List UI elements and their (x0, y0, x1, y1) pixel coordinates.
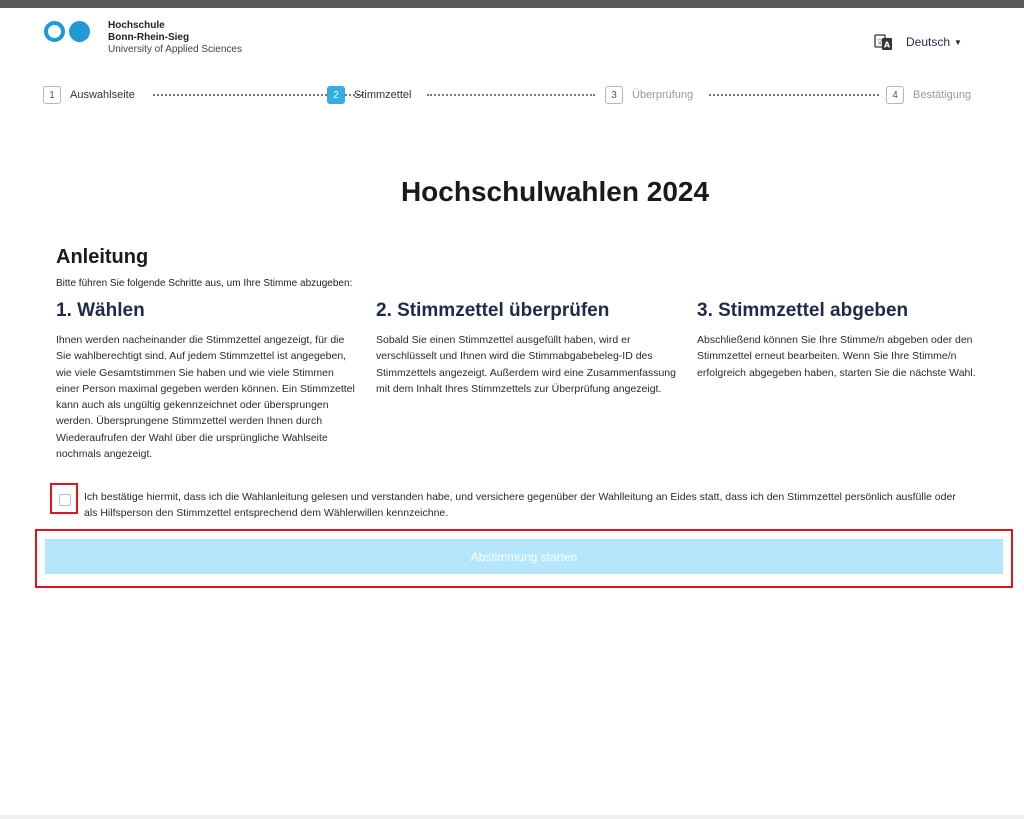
language-switcher[interactable] (874, 32, 962, 52)
logo-line-2: Bonn-Rhein-Sieg (108, 32, 190, 43)
step-number: 4 (886, 86, 904, 104)
step-ueberpruefung (605, 85, 693, 105)
logo-line-3: University of Applied Sciences (108, 44, 242, 55)
step-number: 3 (605, 86, 623, 104)
logo-text (108, 20, 242, 56)
step-label: Überprüfung (632, 89, 694, 101)
instruction-step-submit (697, 300, 997, 381)
instruction-step-text: Ihnen werden nacheinander die Stimmzettel angezeigt, für die Sie wahlberechtigt sind. Auf jedem Stimmzettel ist angegeben, wie viele Gesamtstimmen Sie haben und wie viele Stimmen einer Person maximal gegeben werden können. Ein Stimmzettel kann auch als ungültig gekennzeichnet oder übersprungen werden. Übersprungene Stimmzettel werden Ihnen durch Wiederaufrufen der Wahl über die ursprüngliche Wahlseite nochmals angezeigt. (56, 334, 355, 461)
logo-filled-circle (69, 21, 90, 42)
button-highlight (35, 529, 1013, 588)
translate-icon (874, 32, 894, 52)
logo-line-1: Hochschule (108, 20, 165, 31)
university-logo[interactable] (44, 20, 242, 56)
step-connector (709, 94, 879, 96)
site-header (0, 8, 1024, 74)
step-connector (427, 94, 595, 96)
logo-ring-circle (44, 21, 65, 42)
instructions-heading: Anleitung (56, 246, 149, 268)
instruction-step-heading: 2. Stimmzettel überprüfen (376, 300, 610, 321)
step-bestaetigung (886, 85, 971, 105)
svg-text:文: 文 (876, 38, 884, 46)
page-bottom-edge (0, 815, 1024, 819)
step-label: Stimmzettel (354, 89, 412, 101)
chevron-down-icon: ▼ (954, 37, 962, 47)
step-number: 1 (43, 86, 61, 104)
instruction-step-heading: 1. Wählen (56, 300, 145, 321)
progress-stepper (43, 85, 983, 105)
instruction-step-heading: 3. Stimmzettel abgeben (697, 300, 909, 321)
step-label: Bestätigung (913, 89, 972, 101)
step-auswahlseite[interactable] (43, 85, 135, 105)
page-title: Hochschulwahlen 2024 (400, 176, 710, 207)
instruction-step-text: Abschließend können Sie Ihre Stimme/n abgeben oder den Stimmzettel erneut bearbeiten. Wenn Sie Ihre Stimme/n erfolgreich abgegeben haben, starten Sie die nächste Wahl. (697, 334, 976, 379)
instruction-step-text: Sobald Sie einen Stimmzettel ausgefüllt haben, wird er verschlüsselt und Ihnen wird die Stimmabgabebeleg-ID des Stimmzettels angezeigt. Außerdem wird eine Zusammenfassung mit dem Inhalt Ihres Stimmzettels zur Überprüfung angezeigt. (376, 334, 676, 395)
instruction-step-vote (56, 300, 356, 462)
step-stimmzettel (327, 85, 411, 105)
checkbox-highlight (50, 483, 78, 514)
logo-mark (44, 21, 90, 42)
instructions-intro: Bitte führen Sie folgende Schritte aus, um Ihre Stimme abzugeben: (56, 278, 353, 289)
confirm-checkbox[interactable] (59, 494, 71, 506)
browser-top-bar (0, 0, 1024, 8)
instruction-step-review (376, 300, 676, 397)
language-label: Deutsch (906, 35, 951, 49)
svg-text:A: A (883, 40, 891, 50)
start-voting-button[interactable]: Abstimmung starten (45, 539, 1003, 574)
confirmation-text[interactable]: Ich bestätige hiermit, dass ich die Wahlanleitung gelesen und verstanden habe, und versichere gegenüber der Wahlleitung an Eides statt, dass ich den Stimmzettel persönlich ausfülle oder als Hilfsperson den Stimmzettel entsprechend dem Wählerwillen kennzeichne. (84, 491, 956, 519)
step-label: Auswahlseite (70, 89, 135, 101)
step-number: 2 (327, 86, 345, 104)
